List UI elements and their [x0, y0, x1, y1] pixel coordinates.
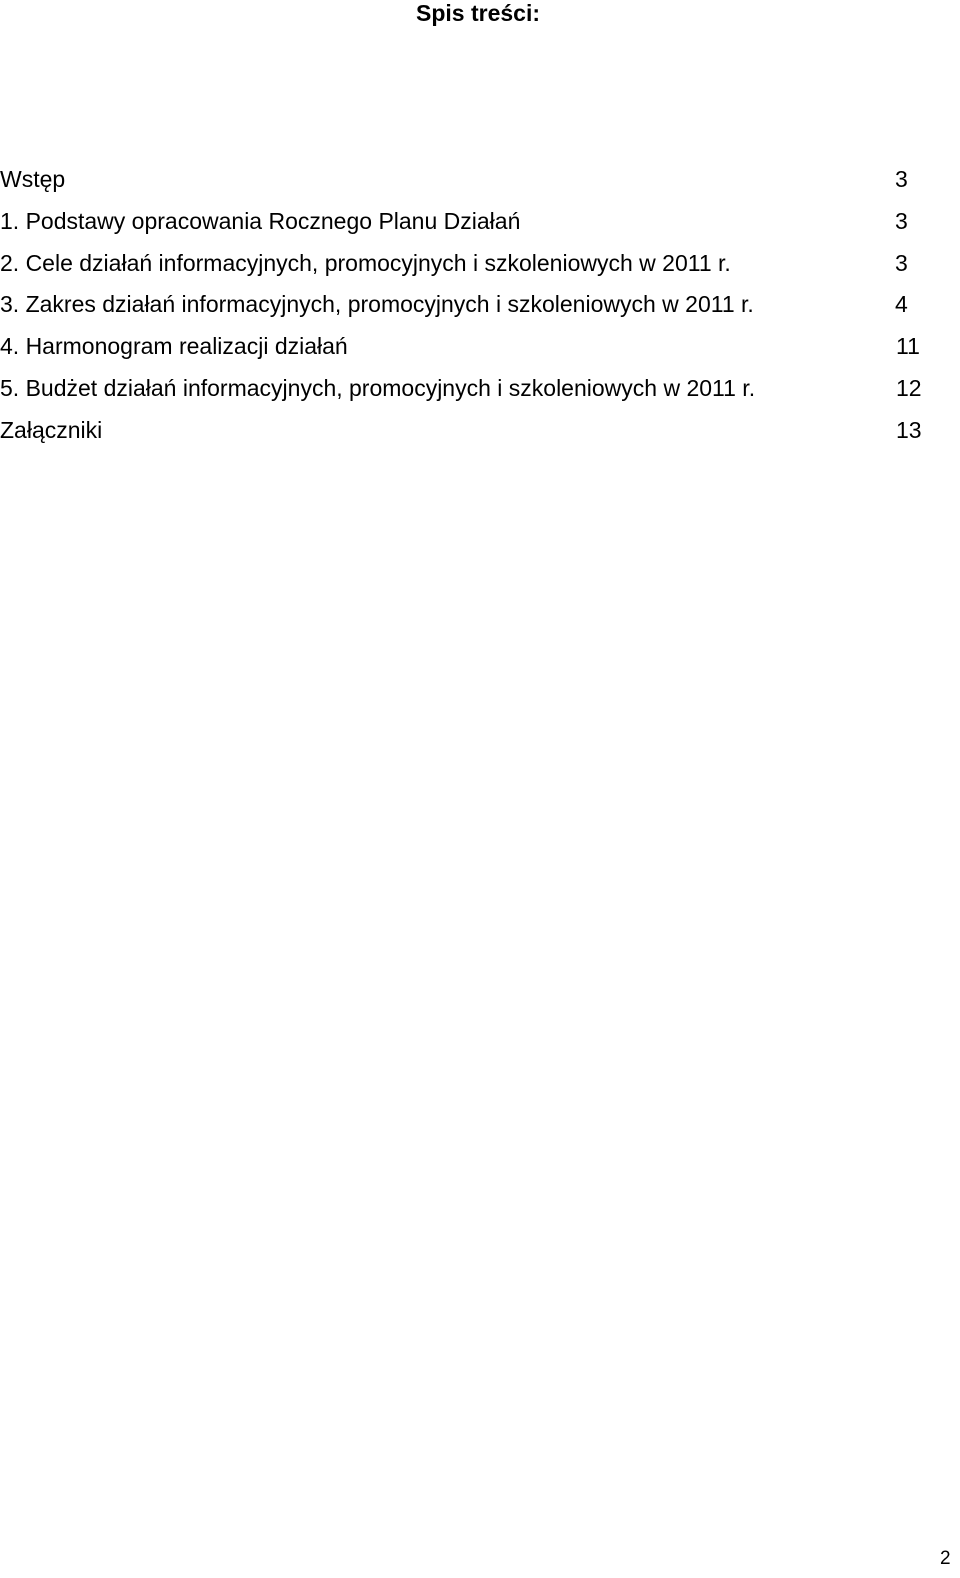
page-number: 2 — [940, 1548, 951, 1569]
toc-entry-attachments[interactable] — [0, 415, 960, 445]
toc-entry-title: 3. Zakres działań informacyjnych, promocyjnych i szkoleniowych w 2011 r. — [0, 291, 754, 317]
toc-entry-section-1[interactable] — [0, 206, 960, 236]
toc-entry-title: 1. Podstawy opracowania Rocznego Planu Działań — [0, 208, 521, 234]
toc-entry-section-5[interactable] — [0, 373, 960, 403]
toc-entry-title: 5. Budżet działań informacyjnych, promocyjnych i szkoleniowych w 2011 r. — [0, 375, 756, 401]
toc-entry-section-3[interactable] — [0, 289, 960, 319]
toc-entry-page-number: 3 — [895, 166, 908, 192]
toc-entry-title: 4. Harmonogram realizacji działań — [0, 333, 348, 359]
toc-heading: Spis treści: — [416, 0, 540, 26]
toc-entry-page-number: 3 — [895, 208, 908, 234]
toc-entry-page-number: 11 — [896, 333, 920, 359]
toc-entry-section-4[interactable] — [0, 331, 960, 361]
toc-entry-page-number: 4 — [895, 291, 908, 317]
toc-entry-title: Załączniki — [0, 417, 103, 443]
toc-entry-section-2[interactable] — [0, 248, 960, 278]
toc-entry-title: 2. Cele działań informacyjnych, promocyjnych i szkoleniowych w 2011 r. — [0, 250, 731, 276]
toc-entry-introduction[interactable] — [0, 164, 960, 194]
toc-entry-page-number: 13 — [896, 417, 922, 443]
toc-entry-page-number: 12 — [896, 375, 922, 401]
toc-entry-page-number: 3 — [895, 250, 908, 276]
toc-entry-title: Wstęp — [0, 166, 66, 192]
